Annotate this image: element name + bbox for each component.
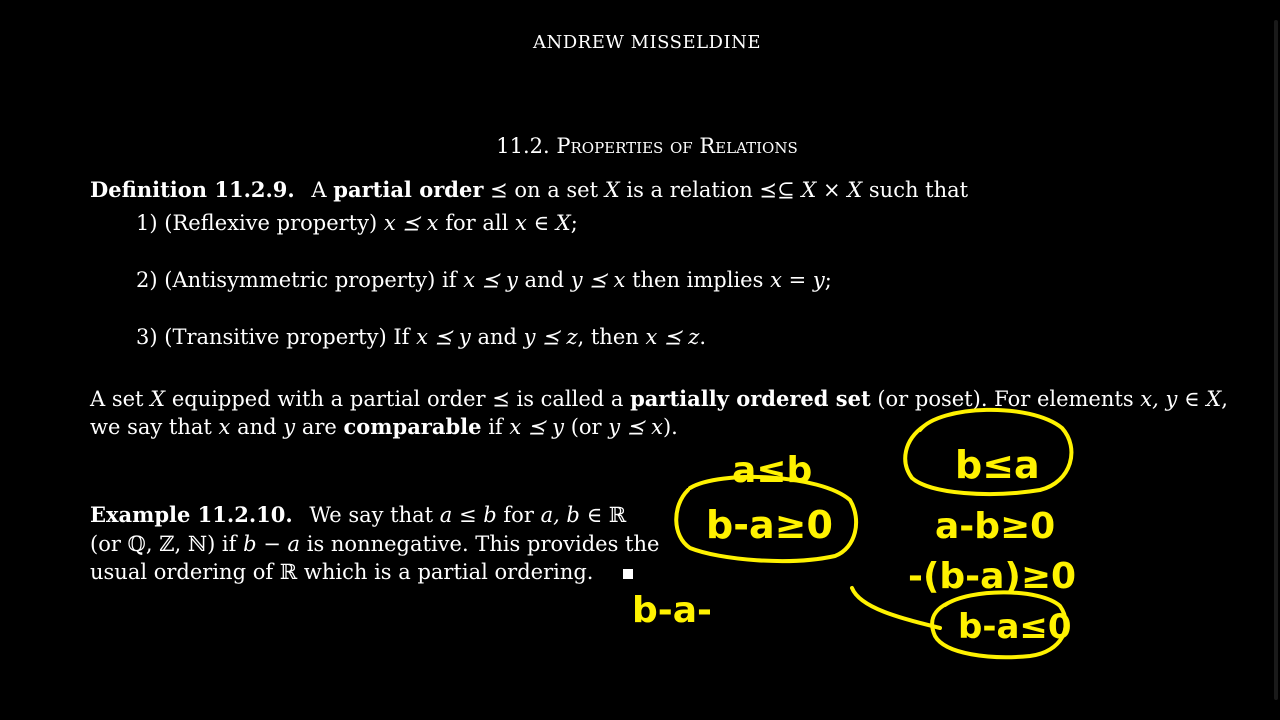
hw-a-minus-b-ge-0: a-b≥0 xyxy=(935,506,1056,547)
section-title: 11.2. Properties of Relations xyxy=(496,134,798,158)
poset-text: we say that xyxy=(90,415,212,439)
example-text: for xyxy=(503,503,534,527)
definition-set-2: X xyxy=(801,178,817,202)
hw-a-le-b: a≤b xyxy=(732,450,813,491)
poset-line-1 xyxy=(90,385,1228,413)
item-math: x ⪯ y xyxy=(463,268,518,292)
item-text: (Reflexive property) xyxy=(164,211,378,235)
item-math: x ⪯ z xyxy=(645,325,700,349)
example-label: Example 11.2.10. xyxy=(90,502,293,527)
poset-math: x ⪯ y xyxy=(509,415,565,439)
item-text: and xyxy=(477,325,517,349)
scrollbar-thumb[interactable] xyxy=(1274,20,1278,700)
poset-text: (or xyxy=(570,415,602,439)
item-number: 1) xyxy=(136,211,158,235)
item-text: (Antisymmetric property) if xyxy=(164,268,457,292)
definition-text-1: A xyxy=(311,178,327,202)
item-text: , then xyxy=(577,325,639,349)
item-math: y ⪯ x xyxy=(570,268,626,292)
item-text: for all xyxy=(445,211,509,235)
hw-neg-b-minus-a-ge-0: -(b-a)≥0 xyxy=(908,556,1077,597)
comparable-term: comparable xyxy=(343,414,482,439)
definition-text-2: ⪯ on a set xyxy=(490,178,599,202)
item-punct: ; xyxy=(570,211,578,235)
poset-text: are xyxy=(301,415,337,439)
poset-text: A set xyxy=(90,387,144,411)
example-math: b − a xyxy=(243,532,301,556)
definition-item-3 xyxy=(136,323,706,351)
item-text: and xyxy=(524,268,565,292)
item-math: y ⪯ z xyxy=(523,325,578,349)
vertical-scrollbar[interactable] xyxy=(1270,0,1280,720)
poset-punct: ). xyxy=(662,415,678,439)
definition-set-3: X xyxy=(847,178,863,202)
example-math: a ≤ b xyxy=(439,503,497,527)
example-text: ∈ ℝ xyxy=(586,503,627,527)
poset-text: if xyxy=(488,415,503,439)
definition-times: × xyxy=(822,178,841,202)
poset-term: partially ordered set xyxy=(630,386,871,411)
poset-punct: , xyxy=(1221,387,1228,411)
hw-b-minus-a-le-0: b-a≤0 xyxy=(958,607,1072,647)
item-math: x = y xyxy=(770,268,825,292)
poset-math: y ⪯ x xyxy=(608,415,663,439)
poset-math: x, y ∈ X xyxy=(1140,387,1222,411)
poset-math: y xyxy=(283,415,296,439)
definition-term: partial order xyxy=(333,177,484,202)
hw-b-minus-a-partial: b-a- xyxy=(632,590,712,631)
poset-math: x xyxy=(218,415,231,439)
example-math: a, b xyxy=(540,503,580,527)
example-line-3 xyxy=(90,558,593,586)
qed-square-icon xyxy=(623,569,633,579)
hw-b-minus-a-ge-0: b-a≥0 xyxy=(706,503,833,547)
poset-text: equipped with a partial order ⪯ is called a xyxy=(171,387,624,411)
definition-item-1 xyxy=(136,209,578,237)
definition-text-5: such that xyxy=(868,178,969,202)
hw-connector-curve xyxy=(852,588,940,628)
running-head: ANDREW MISSELDINE xyxy=(532,32,761,53)
item-punct: . xyxy=(699,325,707,349)
item-text: then implies xyxy=(632,268,764,292)
definition-line xyxy=(90,176,968,204)
definition-text-3: is a relation ⪯⊆ xyxy=(626,178,795,202)
hw-ellipse-b-le-a xyxy=(905,410,1071,494)
definition-set-1: X xyxy=(604,178,620,202)
example-text: is nonnegative. This provides the xyxy=(306,532,660,556)
item-punct: ; xyxy=(824,268,832,292)
example-text: (or ℚ, ℤ, ℕ) if xyxy=(90,532,237,556)
example-line-1 xyxy=(90,501,626,529)
definition-item-2 xyxy=(136,266,832,294)
hw-ellipse-b-minus-a-le-0 xyxy=(932,592,1066,657)
poset-math: X xyxy=(150,387,166,411)
item-math: x ⪯ x xyxy=(383,211,439,235)
item-text: (Transitive property) If xyxy=(164,325,410,349)
poset-line-2 xyxy=(90,413,678,441)
poset-text: (or poset). For elements xyxy=(877,387,1134,411)
definition-label: Definition 11.2.9. xyxy=(90,177,295,202)
hw-ellipse-b-minus-a-ge-0 xyxy=(676,477,856,561)
item-number: 3) xyxy=(136,325,158,349)
poset-text: and xyxy=(237,415,277,439)
item-math: x ∈ X xyxy=(514,211,571,235)
hw-b-le-a: b≤a xyxy=(955,443,1040,487)
example-text: usual ordering of ℝ which is a partial ordering. xyxy=(90,560,594,584)
example-text: We say that xyxy=(309,503,434,527)
example-line-2 xyxy=(90,530,659,558)
item-math: x ⪯ y xyxy=(416,325,471,349)
item-number: 2) xyxy=(136,268,158,292)
